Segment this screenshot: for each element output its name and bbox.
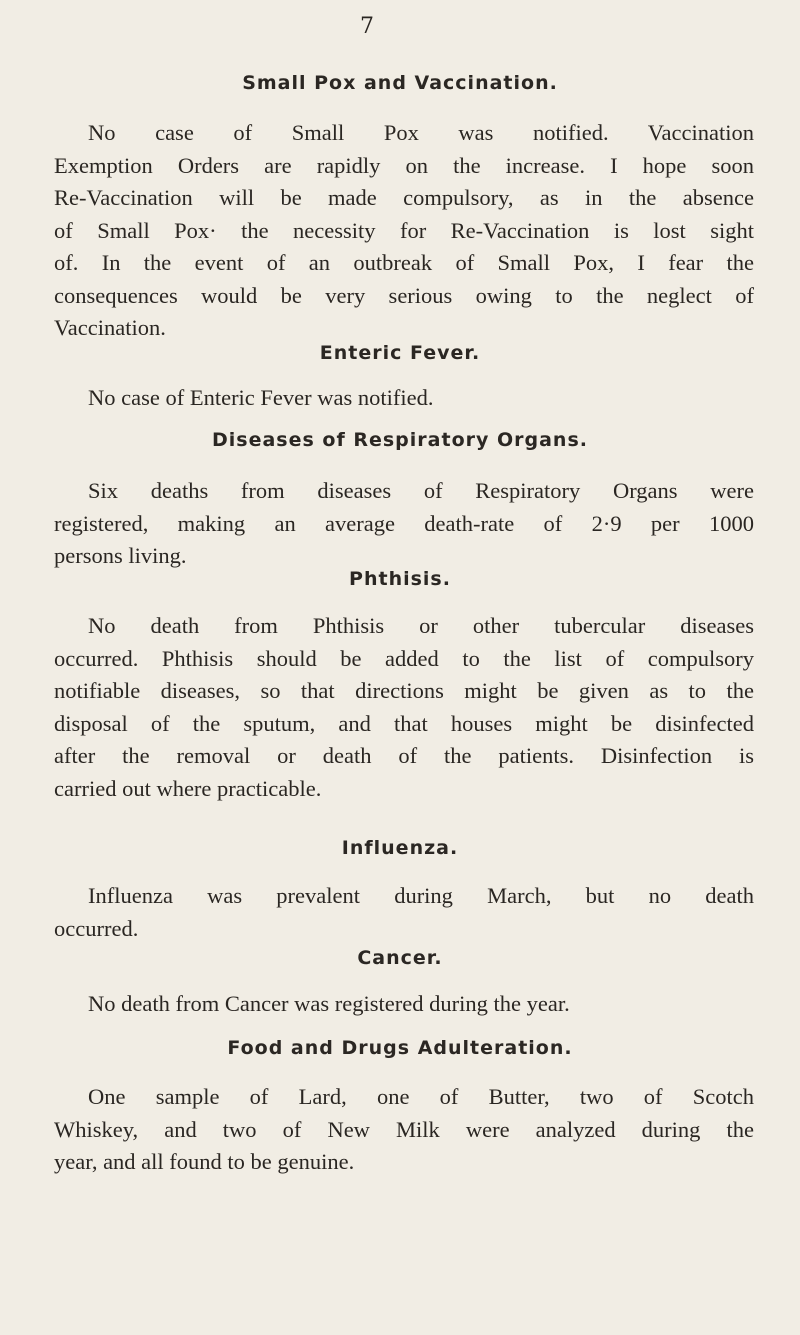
text-line: No case of Small Pox was notified. Vaccination: [88, 120, 754, 145]
text-line: registered, making an average death-rate of 2·9 per 1000: [54, 510, 754, 536]
text-line: No case of Enteric Fever was notified.: [88, 385, 434, 410]
text-line: Six deaths from diseases of Respiratory Organs were: [88, 478, 754, 503]
text-line: consequences would be very serious owing to the neglect of: [54, 282, 754, 308]
text-line: persons living.: [54, 543, 187, 568]
text-line: of. In the event of an outbreak of Small Pox, I fear the: [54, 250, 754, 275]
text-line: Re-Vaccination will be made compulsory, as in the absence: [54, 185, 754, 210]
heading-respiratory: Diseases of Respiratory Organs.: [212, 429, 588, 451]
text-line: notifiable diseases, so that directions might be given as to the: [54, 678, 754, 703]
paragraph-small-pox: [54, 117, 754, 345]
paragraph-cancer: [54, 988, 754, 1021]
paragraph-food-drugs: [54, 1081, 754, 1179]
paragraph-enteric-fever: [54, 382, 754, 415]
text-line: carried out where practicable.: [54, 775, 322, 801]
heading-food-drugs: Food and Drugs Adulteration.: [227, 1037, 573, 1059]
text-line: occurred. Phthisis should be added to the list of compulsory: [54, 645, 754, 671]
heading-small-pox: Small Pox and Vaccination.: [242, 72, 558, 94]
text-line: occurred.: [54, 915, 139, 941]
paragraph-respiratory: [54, 475, 754, 573]
page-number: 7: [360, 14, 374, 39]
text-line: year, and all found to be genuine.: [54, 1149, 355, 1174]
paragraph-influenza: [54, 880, 754, 945]
text-line: Influenza was prevalent during March, but no death: [88, 883, 754, 908]
text-line: of Small Pox· the necessity for Re-Vaccination is lost sight: [54, 217, 754, 243]
heading-cancer: Cancer.: [357, 947, 443, 969]
text-line: No death from Cancer was registered during the year.: [88, 991, 570, 1016]
text-line: Exemption Orders are rapidly on the increase. I hope soon: [54, 152, 754, 178]
text-line: after the removal or death of the patients. Disinfection is: [54, 743, 754, 768]
text-line: Whiskey, and two of New Milk were analyzed during the: [54, 1116, 754, 1142]
text-line: One sample of Lard, one of Butter, two of Scotch: [88, 1084, 754, 1109]
heading-phthisis: Phthisis.: [349, 568, 451, 590]
text-line: disposal of the sputum, and that houses might be disinfected: [54, 710, 754, 736]
text-line: No death from Phthisis or other tubercular diseases: [88, 613, 754, 638]
paragraph-phthisis: [54, 610, 754, 805]
heading-enteric-fever: Enteric Fever.: [319, 342, 481, 364]
heading-influenza: Influenza.: [341, 837, 459, 859]
text-line: Vaccination.: [54, 315, 166, 340]
